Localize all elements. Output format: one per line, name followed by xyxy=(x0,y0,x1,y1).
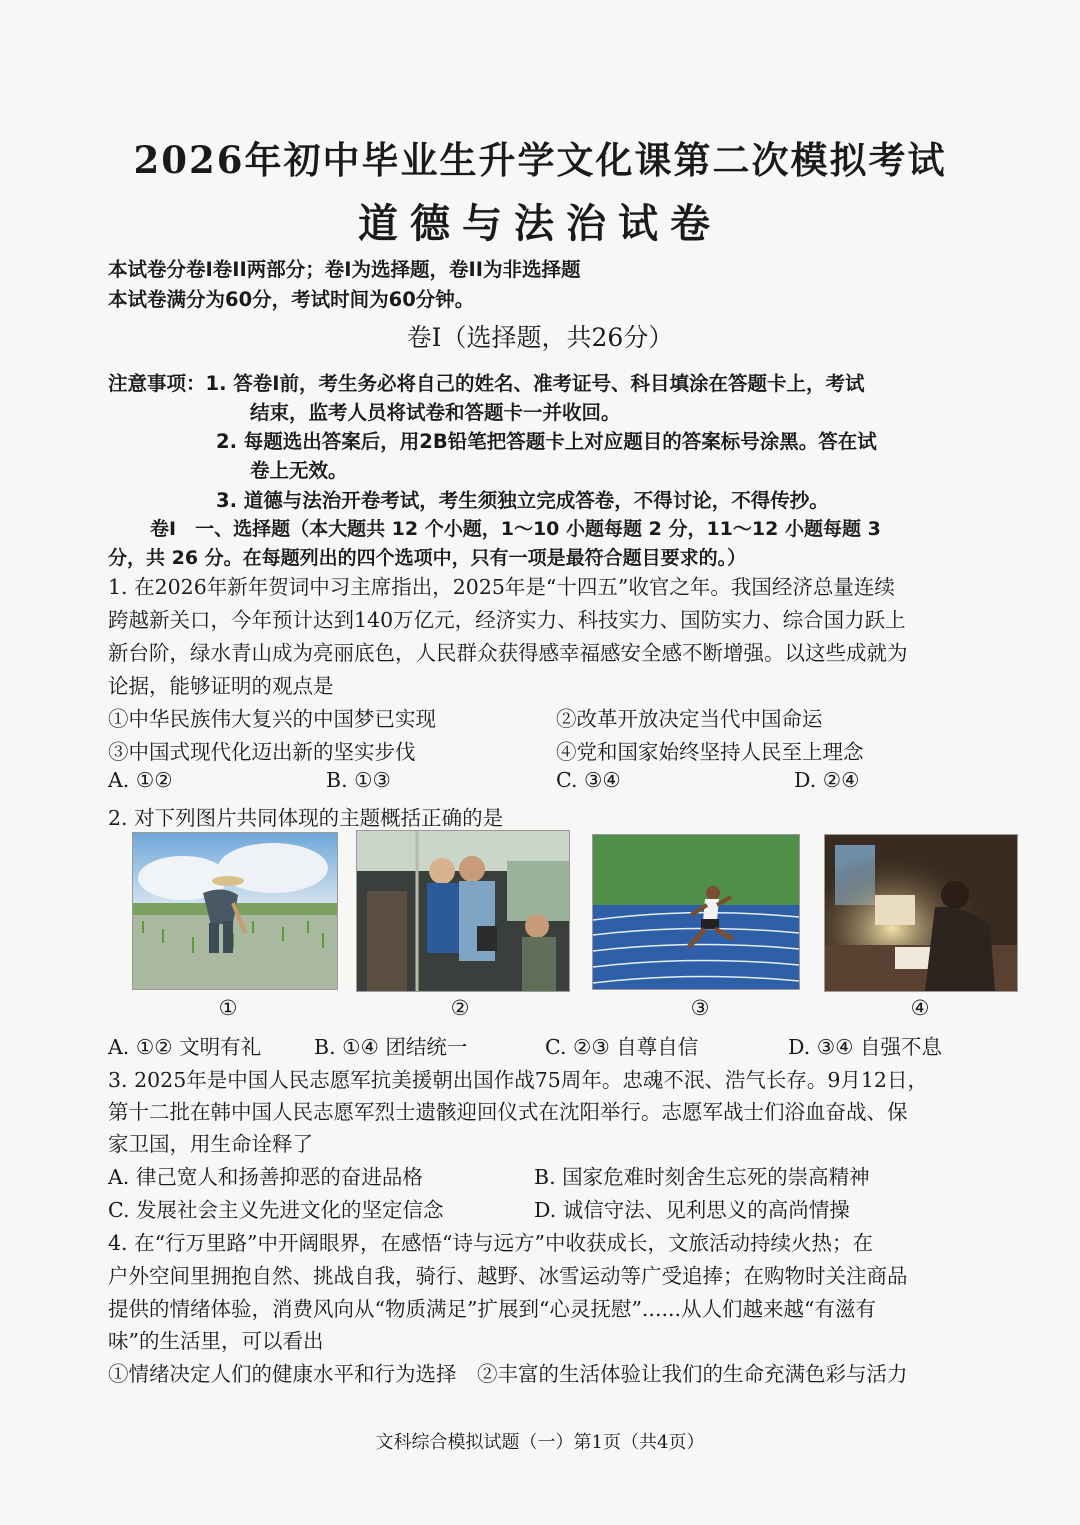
runner-illustration xyxy=(593,835,799,989)
q1-stem-1: 1. 在2026年新年贺词中习主席指出，2025年是“十四五”收官之年。我国经济总量连续 xyxy=(108,575,895,599)
q3-option-b: B. 国家危难时刻舍生忘死的崇高精神 xyxy=(534,1165,870,1189)
q1-statement-4: ④党和国家始终坚持人民至上理念 xyxy=(556,740,864,764)
part-instruction-1: 卷Ⅰ 一、选择题（本大题共 12 个小题，1～10 小题每题 2 分，11～12 小题每题 3 xyxy=(150,518,881,540)
q4-stem-2: 户外空间里拥抱自然、挑战自我，骑行、越野、冰雪运动等广受追捧；在购物时关注商品 xyxy=(108,1264,908,1288)
photo-runner-track xyxy=(592,834,800,990)
q1-statement-3: ③中国式现代化迈出新的坚实步伐 xyxy=(108,740,416,764)
q2-option-d: D. ③④ 自强不息 xyxy=(788,1035,943,1059)
photo-farmer-rice-paddy xyxy=(132,832,338,990)
farmer-illustration xyxy=(133,833,337,989)
study-illustration xyxy=(825,835,1017,991)
q3-stem-2: 第十二批在韩中国人民志愿军烈士遗骸迎回仪式在沈阳举行。志愿军战士们浴血奋战、保 xyxy=(108,1100,908,1124)
q1-statement-2: ②改革开放决定当代中国命运 xyxy=(556,707,823,731)
q1-option-d: D. ②④ xyxy=(794,768,860,792)
photo-student-studying xyxy=(824,834,1018,992)
page-footer: 文科综合模拟试题（一）第1页（共4页） xyxy=(375,1432,705,1453)
note-1a: 注意事项：1. 答卷Ⅰ前，考生务必将自己的姓名、准考证号、科目填涂在答题卡上，考试 xyxy=(108,372,865,395)
note-2a: 2. 每题选出答案后，用2B铅笔把答题卡上对应题目的答案标号涂黑。答在试 xyxy=(216,430,877,453)
intro-line-2: 本试卷满分为60分，考试时间为60分钟。 xyxy=(108,288,475,311)
q2-option-b: B. ①④ 团结统一 xyxy=(314,1035,468,1059)
q2-option-c: C. ②③ 自尊自信 xyxy=(545,1035,699,1059)
intro-line-1: 本试卷分卷Ⅰ卷ⅠⅠ两部分；卷Ⅰ为选择题，卷ⅠⅠ为非选择题 xyxy=(108,258,581,281)
subject-title: 道德与法治试卷 xyxy=(358,200,722,247)
q1-stem-2: 跨越新关口，今年预计达到140万亿元，经济实力、科技实力、国防实力、综合国力跃上 xyxy=(108,608,906,632)
q1-option-b: B. ①③ xyxy=(326,768,391,792)
photo-caption-4: ④ xyxy=(910,996,930,1020)
q3-stem-1: 3. 2025年是中国人民志愿军抗美援朝出国作战75周年。忠魂不泯、浩气长存。9月12日， xyxy=(108,1068,928,1092)
q2-option-a: A. ①② 文明有礼 xyxy=(108,1035,262,1059)
q1-stem-4: 论据，能够证明的观点是 xyxy=(108,674,334,698)
bus-illustration xyxy=(357,831,569,991)
q3-stem-3: 家卫国，用生命诠释了 xyxy=(108,1132,313,1156)
q1-statement-1: ①中华民族伟大复兴的中国梦已实现 xyxy=(108,707,436,731)
q3-option-d: D. 诚信守法、见利思义的高尚情操 xyxy=(534,1198,850,1222)
note-3: 3. 道德与法治开卷考试，考生须独立完成答卷，不得讨论，不得传抄。 xyxy=(216,489,829,512)
section-title: 卷Ⅰ（选择题，共26分） xyxy=(406,323,674,352)
photo-caption-3: ③ xyxy=(690,996,710,1020)
q1-option-a: A. ①② xyxy=(108,768,173,792)
q1-stem-3: 新台阶，绿水青山成为亮丽底色，人民群众获得感幸福感安全感不断增强。以这些成就为 xyxy=(108,641,908,665)
exam-title: 2026年初中毕业生升学文化课第二次模拟考试 xyxy=(133,138,947,182)
q4-stem-3: 提供的情绪体验，消费风向从“物质满足”扩展到“心灵抚慰”......从人们越来越“有滋有 xyxy=(108,1297,876,1321)
q1-option-c: C. ③④ xyxy=(556,768,621,792)
q4-statements-1-2: ①情绪决定人们的健康水平和行为选择 ②丰富的生活体验让我们的生命充满色彩与活力 xyxy=(108,1362,908,1386)
q4-stem-1: 4. 在“行万里路”中开阔眼界，在感悟“诗与远方”中收获成长，文旅活动持续火热；在 xyxy=(108,1231,873,1255)
q3-option-c: C. 发展社会主义先进文化的坚定信念 xyxy=(108,1198,444,1222)
photo-caption-2: ② xyxy=(450,996,470,1020)
photo-bus-passengers xyxy=(356,830,570,992)
note-1b: 结束，监考人员将试卷和答题卡一并收回。 xyxy=(250,401,621,424)
photo-caption-1: ① xyxy=(218,996,238,1020)
q3-option-a: A. 律己宽人和扬善抑恶的奋进品格 xyxy=(108,1165,423,1189)
q2-stem: 2. 对下列图片共同体现的主题概括正确的是 xyxy=(108,806,504,830)
q4-stem-4: 味”的生活里，可以看出 xyxy=(108,1329,324,1353)
part-instruction-2: 分，共 26 分。在每题列出的四个选项中，只有一项是最符合题目要求的。） xyxy=(108,547,747,569)
note-2b: 卷上无效。 xyxy=(250,459,348,482)
